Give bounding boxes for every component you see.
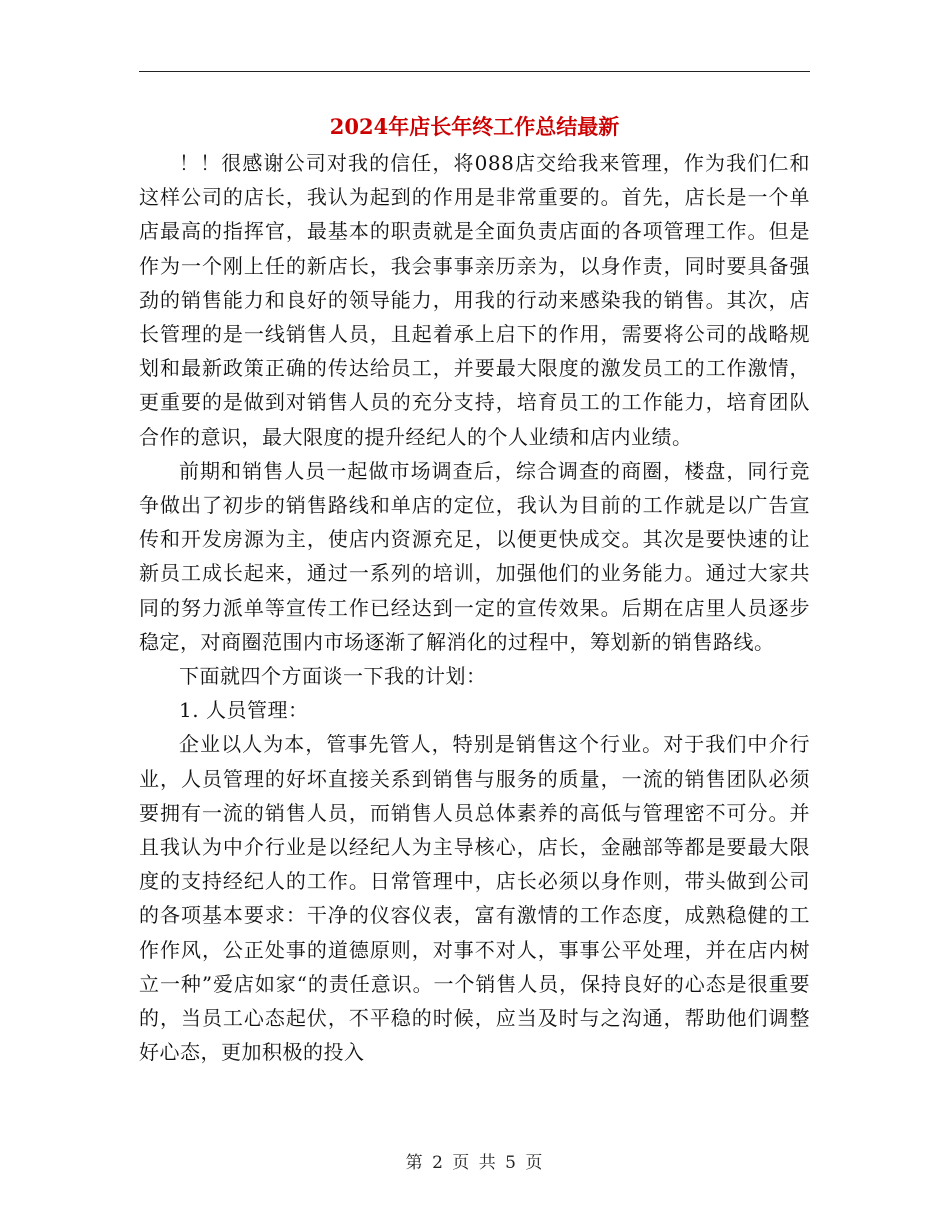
document-title: 2024年店长年终工作总结最新: [329, 114, 620, 139]
page-number-footer: 第 2 页 共 5 页: [405, 1153, 545, 1173]
document-body: [139, 146, 810, 1069]
paragraph-2: 前期和销售人员一起做市场调查后，综合调查的商圈，楼盘，同行竞争做出了初步的销售路线和单店的定位，我认为目前的工作就是以广告宣传和开发房源为主，使店内资源充足，以便更快成交。其次是要快速的让新员工成长起来，通过一系列的培训，加强他们的业务能力。通过大家共同的努力派单等宣传工作已经达到一定的宣传效果。后期在店里人员逐步稳定，对商圈范围内市场逐渐了解消化的过程中，筹划新的销售路线。: [139, 458, 810, 654]
header-rule: [139, 71, 810, 72]
section-heading-personnel: 1. 人员管理：: [179, 698, 309, 723]
paragraph-1: ！！很感谢公司对我的信任，将088店交给我来管理，作为我们仁和这样公司的店长，我认为起到的作用是非常重要的。首先，店长是一个单店最高的指挥官，最基本的职责就是全面负责店面的各项管理工作。但是作为一个刚上任的新店长，我会事事亲历亲为，以身作责，同时要具备强劲的销售能力和良好的领导能力，用我的行动来感染我的销售。其次，店长管理的是一线销售人员，且起着承上启下的作用，需要将公司的战略规划和最新政策正确的传达给员工，并要最大限度的激发员工的工作激情，更重要的是做到对销售人员的充分支持，培育员工的工作能力，培育团队合作的意识，最大限度的提升经纪人的个人业绩和店内业绩。: [139, 151, 810, 449]
paragraph-5: 企业以人为本，管事先管人，特别是销售这个行业。对于我们中介行业，人员管理的好坏直接关系到销售与服务的质量，一流的销售团队必须要拥有一流的销售人员，而销售人员总体素养的高低与管理密不可分。并且我认为中介行业是以经纪人为主导核心，店长，金融部等都是要最大限度的支持经纪人的工作。日常管理中，店长必须以身作则，带头做到公司的各项基本要求：干净的仪容仪表，富有激情的工作态度，成熟稳健的工作作风，公正处事的道德原则，对事不对人，事事公平处理，并在店内树立一种”爱店如家“的责任意识。一个销售人员，保持良好的心态是很重要的，当员工心态起伏，不平稳的时候，应当及时与之沟通，帮助他们调整好心态，更加积极的投入: [139, 732, 810, 1065]
paragraph-3: 下面就四个方面谈一下我的计划：: [179, 664, 487, 689]
